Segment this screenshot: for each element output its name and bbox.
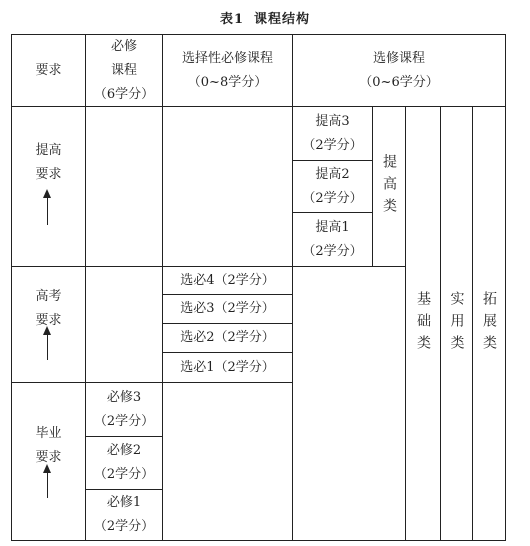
compulsory-course-credit: （2学分） <box>93 467 155 482</box>
selective-course-2: 选必2（2学分） <box>180 330 275 345</box>
level-advanced-line1: 提高 <box>35 143 62 158</box>
advanced-course-2 <box>293 161 372 212</box>
category-basic <box>406 107 440 540</box>
advanced-course-3 <box>293 107 372 160</box>
advanced-course-credit: （2学分） <box>302 243 363 259</box>
header-requirement: 要求 <box>35 62 62 78</box>
compulsory-course-name: 必修1 <box>106 495 142 510</box>
header-compulsory-line3: （6学分） <box>93 86 155 102</box>
arrow-up-icon <box>47 472 48 498</box>
compulsory-course-credit: （2学分） <box>93 519 155 534</box>
advanced-course-credit: （2学分） <box>302 190 363 206</box>
category-advanced <box>373 107 405 266</box>
arrow-up-icon <box>47 334 48 360</box>
arrow-up-icon <box>47 197 48 225</box>
compulsory-course-name: 必修2 <box>106 443 142 458</box>
compulsory-course-1 <box>86 490 162 540</box>
header-selective-line1: 选择性必修课程 <box>181 50 273 66</box>
level-advanced-line2: 要求 <box>35 167 62 182</box>
level-advanced <box>12 107 85 187</box>
level-graduation-line1: 毕业 <box>35 426 62 441</box>
advanced-course-name: 提高2 <box>315 166 350 182</box>
compulsory-course-3 <box>86 383 162 436</box>
selective-course-3: 选必3（2学分） <box>180 301 275 316</box>
compulsory-course-credit: （2学分） <box>93 413 155 429</box>
level-gaokao-line2: 要求 <box>35 313 62 328</box>
header-compulsory-line1: 必修 <box>110 38 137 54</box>
advanced-course-name: 提高3 <box>315 113 350 129</box>
compulsory-course-2 <box>86 437 162 489</box>
advanced-course-credit: （2学分） <box>302 137 363 153</box>
header-selective-line2: （0~8学分） <box>187 74 268 90</box>
selective-course-4: 选必4（2学分） <box>180 272 275 288</box>
category-advanced-label: 提高类 <box>381 153 397 220</box>
advanced-course-name: 提高1 <box>315 219 350 235</box>
category-practical-label: 实用类 <box>448 290 465 357</box>
advanced-course-1 <box>293 213 372 266</box>
header-compulsory <box>86 35 162 106</box>
selective-course-1: 选必1（2学分） <box>180 359 275 375</box>
header-elective <box>293 35 505 106</box>
category-extension <box>473 107 505 540</box>
header-selective-compulsory <box>163 35 292 106</box>
category-extension-label: 拓展类 <box>481 290 497 357</box>
category-basic-label: 基础类 <box>415 290 431 357</box>
header-elective-line1: 选修课程 <box>372 50 425 66</box>
compulsory-course-name: 必修3 <box>106 389 142 405</box>
header-elective-line2: （0~6学分） <box>359 74 439 90</box>
table-title: 课程结构 <box>254 12 311 27</box>
level-graduation <box>12 383 85 470</box>
header-compulsory-line2: 课程 <box>110 62 137 78</box>
level-graduation-line2: 要求 <box>35 450 62 465</box>
category-practical <box>441 107 472 540</box>
level-gaokao <box>12 267 85 333</box>
level-gaokao-line1: 高考 <box>35 289 62 304</box>
table-number: 表1 <box>219 12 245 27</box>
